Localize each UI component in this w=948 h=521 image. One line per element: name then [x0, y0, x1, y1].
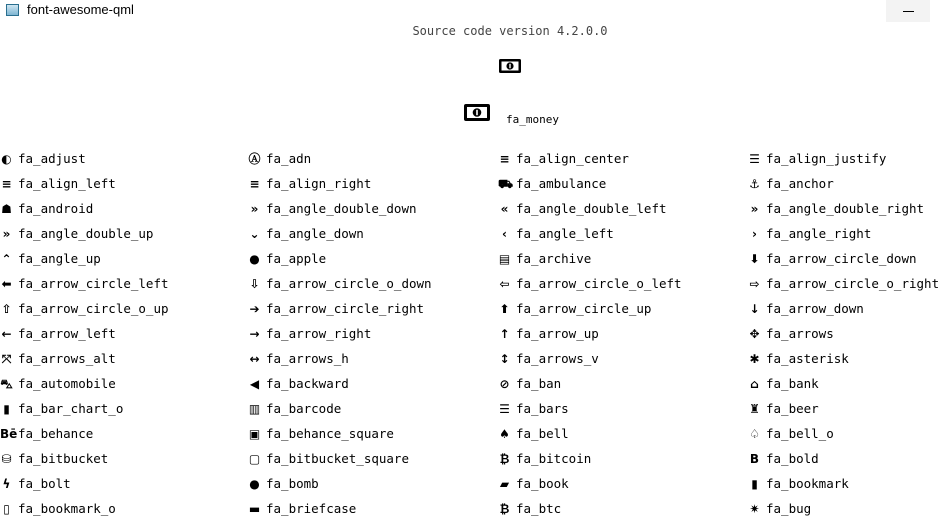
archive-icon: ▤ [498, 251, 511, 266]
icon-name-label: fa_bolt [18, 476, 71, 491]
icon-list-item [748, 421, 834, 446]
arrow-circle-up-icon: ⬆ [499, 301, 510, 316]
arrows-v-icon: ↕ [499, 351, 510, 366]
behance-square-icon: ▣ [248, 426, 261, 441]
icon-name-label: fa_behance_square [266, 426, 394, 441]
icon-name-label: fa_briefcase [266, 501, 357, 516]
icon-name-label: fa_adjust [18, 151, 86, 166]
angle-down-icon: ⌄ [249, 226, 260, 241]
icon-row [0, 471, 948, 496]
icon-name-label: fa_arrow_circle_o_left [516, 276, 682, 291]
icon-name-label: fa_arrows_alt [18, 351, 116, 366]
angle-right-icon: › [752, 226, 757, 241]
apple-icon: ● [249, 251, 260, 266]
bank-icon: ⌂ [750, 376, 759, 391]
icon-name-label: fa_bitbucket [18, 451, 109, 466]
icon-name-label: fa_book [516, 476, 569, 491]
btc-icon: ₿ [499, 501, 510, 516]
asterisk-icon: ✱ [749, 351, 760, 366]
icon-grid [0, 146, 948, 521]
bell-icon: ♠ [499, 426, 510, 441]
beer-icon: ♜ [749, 401, 760, 416]
icon-name-label: fa_bomb [266, 476, 319, 491]
icon-list-item [248, 396, 341, 421]
bitbucket-square-icon: ▢ [248, 451, 261, 466]
android-icon: ☗ [1, 201, 12, 216]
icon-name-label: fa_arrows [766, 326, 834, 341]
icon-list-item [248, 296, 424, 321]
backward-icon: ◀ [249, 376, 260, 391]
icon-list-item [248, 246, 326, 271]
anchor-icon: ⚓ [749, 176, 760, 191]
icon-list-item [748, 446, 819, 471]
icon-row [0, 421, 948, 446]
bookmark-icon: ▮ [751, 476, 758, 491]
icon-list-item [0, 496, 116, 521]
minimize-button[interactable] [886, 0, 930, 22]
arrow-down-icon: ↓ [749, 301, 760, 316]
icon-list-item [498, 146, 629, 171]
icon-row [0, 246, 948, 271]
icon-list-item [0, 371, 116, 396]
icon-list-item [498, 371, 561, 396]
bomb-icon: ● [249, 476, 260, 491]
icon-list-item [748, 321, 834, 346]
angle-double-left-icon: « [500, 201, 509, 216]
icon-name-label: fa_align_right [266, 176, 372, 191]
bug-icon: ✷ [749, 501, 760, 516]
icon-list-item [0, 246, 101, 271]
icon-name-label: fa_bell [516, 426, 569, 441]
icon-name-label: fa_arrow_up [516, 326, 599, 341]
icon-list-item [0, 196, 93, 221]
icon-list-item [498, 496, 561, 521]
icon-list-item [498, 321, 599, 346]
icon-list-item [0, 146, 86, 171]
arrow-right-icon: → [249, 326, 260, 341]
icon-list-item [0, 296, 169, 321]
icon-list-item [498, 471, 569, 496]
icon-name-label: fa_bars [516, 401, 569, 416]
icon-list-item [0, 421, 93, 446]
icon-list-item [248, 446, 409, 471]
icon-name-label: fa_align_justify [766, 151, 887, 166]
arrow-circle-o-right-icon: ⇨ [749, 276, 760, 291]
icon-list-item [748, 171, 834, 196]
arrows-icon: ✥ [749, 326, 760, 341]
icon-list-item [748, 396, 819, 421]
version-text: Source code version 4.2.0.0 [412, 24, 608, 38]
icon-list-item [498, 196, 667, 221]
bitcoin-icon: ₿ [499, 451, 510, 466]
icon-list-item [248, 421, 394, 446]
selected-icon-label: fa_money [506, 113, 559, 126]
icon-list-item [0, 346, 116, 371]
automobile-icon: ⛍ [0, 376, 13, 391]
icon-name-label: fa_barcode [266, 401, 342, 416]
icon-name-label: fa_angle_double_left [516, 201, 667, 216]
icon-list-item [0, 396, 123, 421]
icon-name-label: fa_bell_o [766, 426, 834, 441]
icon-name-label: fa_bug [766, 501, 812, 516]
icon-row [0, 446, 948, 471]
angle-double-up-icon: » [2, 226, 11, 241]
bolt-icon: ϟ [2, 476, 11, 491]
icon-name-label: fa_apple [266, 251, 327, 266]
adn-icon: Ⓐ [248, 151, 261, 166]
icon-list-item [248, 496, 356, 521]
icon-name-label: fa_align_left [18, 176, 116, 191]
icon-list-item [248, 346, 349, 371]
icon-name-label: fa_bitbucket_square [266, 451, 409, 466]
icon-name-label: fa_bank [766, 376, 819, 391]
icon-name-label: fa_bookmark_o [18, 501, 116, 516]
icon-name-label: fa_arrow_left [18, 326, 116, 341]
title-bar[interactable] [0, 0, 948, 22]
align-left-icon: ≡ [1, 176, 12, 191]
icon-list-item [0, 446, 108, 471]
arrow-circle-left-icon: ⬅ [1, 276, 12, 291]
icon-list-item [0, 171, 116, 196]
barcode-icon: ▥ [248, 401, 261, 416]
icon-name-label: fa_angle_up [18, 251, 101, 266]
icon-name-label: fa_arrow_circle_up [516, 301, 652, 316]
bell-o-icon: ♤ [749, 426, 760, 441]
icon-name-label: fa_arrow_circle_o_right [766, 276, 940, 291]
bars-icon: ☰ [499, 401, 510, 416]
icon-list-item [498, 221, 614, 246]
icon-name-label: fa_asterisk [766, 351, 849, 366]
angle-left-icon: ‹ [502, 226, 507, 241]
arrow-left-icon: ← [1, 326, 12, 341]
icon-name-label: fa_bookmark [766, 476, 849, 491]
icon-list-item [498, 421, 569, 446]
icon-name-label: fa_arrow_right [266, 326, 372, 341]
icon-list-item [0, 471, 71, 496]
icon-name-label: fa_ban [516, 376, 562, 391]
briefcase-icon: ▬ [248, 501, 261, 516]
icon-row [0, 221, 948, 246]
icon-name-label: fa_adn [266, 151, 312, 166]
icon-name-label: fa_anchor [766, 176, 834, 191]
book-icon: ▰ [499, 476, 510, 491]
icon-list-item [0, 221, 153, 246]
arrow-circle-o-left-icon: ⇦ [499, 276, 510, 291]
icon-list-item [248, 471, 319, 496]
icon-name-label: fa_beer [766, 401, 819, 416]
icon-list-item [748, 496, 811, 521]
icon-name-label: fa_behance [18, 426, 94, 441]
icon-row [0, 196, 948, 221]
icon-name-label: fa_android [18, 201, 94, 216]
icon-name-label: fa_archive [516, 251, 592, 266]
icon-name-label: fa_arrows_h [266, 351, 349, 366]
icon-name-label: fa_bar_chart_o [18, 401, 124, 416]
icon-row [0, 371, 948, 396]
arrow-circle-right-icon: ➔ [249, 301, 260, 316]
icon-list-item [248, 171, 371, 196]
icon-name-label: fa_backward [266, 376, 349, 391]
icon-name-label: fa_arrow_circle_left [18, 276, 169, 291]
align-justify-icon: ☰ [749, 151, 760, 166]
adjust-icon: ◐ [1, 151, 12, 166]
icon-name-label: fa_angle_left [516, 226, 614, 241]
icon-list-item [498, 446, 591, 471]
behance-icon: Bē [0, 426, 18, 441]
minimize-icon [903, 11, 914, 12]
icon-name-label: fa_arrow_down [766, 301, 864, 316]
icon-name-label: fa_angle_double_down [266, 201, 417, 216]
bar-chart-o-icon: ▮ [3, 401, 10, 416]
icon-row [0, 496, 948, 521]
icon-name-label: fa_bitcoin [516, 451, 592, 466]
arrows-alt-icon: ⤧ [1, 351, 12, 366]
icon-list-item [748, 471, 849, 496]
icon-name-label: fa_arrow_circle_o_up [18, 301, 169, 316]
arrow-circle-o-down-icon: ⇩ [249, 276, 260, 291]
icon-row [0, 146, 948, 171]
icon-name-label: fa_angle_right [766, 226, 872, 241]
angle-double-right-icon: » [750, 201, 759, 216]
icon-list-item [248, 221, 364, 246]
money-icon-small [498, 57, 522, 75]
icon-row [0, 271, 948, 296]
icon-list-item [748, 346, 849, 371]
arrow-circle-o-up-icon: ⇧ [1, 301, 12, 316]
icon-list-item [498, 246, 591, 271]
icon-list-item [248, 371, 349, 396]
bold-icon: B [749, 451, 760, 466]
icon-name-label: fa_automobile [18, 376, 116, 391]
align-right-icon: ≡ [249, 176, 260, 191]
icon-name-label: fa_angle_double_up [18, 226, 154, 241]
icon-name-label: fa_btc [516, 501, 562, 516]
icon-list-item [748, 196, 924, 221]
icon-name-label: fa_arrow_circle_right [266, 301, 425, 316]
icon-name-label: fa_ambulance [516, 176, 607, 191]
icon-list-item [748, 296, 864, 321]
icon-row [0, 321, 948, 346]
ambulance-icon: ⛟ [498, 176, 514, 191]
icon-row [0, 296, 948, 321]
icon-list-item [248, 146, 311, 171]
icon-row [0, 396, 948, 421]
money-icon [463, 102, 491, 123]
icon-list-item [748, 271, 939, 296]
arrow-up-icon: ↑ [499, 326, 510, 341]
icon-list-item [748, 221, 871, 246]
icon-list-item [498, 396, 569, 421]
icon-list-item [748, 146, 886, 171]
bitbucket-icon: ⛁ [1, 451, 12, 466]
icon-list-item [0, 321, 116, 346]
icon-row [0, 346, 948, 371]
icon-name-label: fa_angle_down [266, 226, 364, 241]
arrow-circle-down-icon: ⬇ [749, 251, 760, 266]
icon-name-label: fa_arrows_v [516, 351, 599, 366]
icon-name-label: fa_arrow_circle_down [766, 251, 917, 266]
icon-list-item [0, 271, 169, 296]
icon-list-item [748, 371, 819, 396]
arrows-h-icon: ↔ [249, 351, 260, 366]
angle-double-down-icon: » [250, 201, 259, 216]
icon-list-item [248, 196, 417, 221]
icon-name-label: fa_align_center [516, 151, 629, 166]
icon-row [0, 171, 948, 196]
ban-icon: ⊘ [499, 376, 510, 391]
icon-list-item [498, 346, 599, 371]
angle-up-icon: ⌃ [1, 251, 12, 266]
icon-list-item [748, 246, 917, 271]
icon-list-item [498, 296, 651, 321]
icon-name-label: fa_arrow_circle_o_down [266, 276, 432, 291]
icon-list-item [498, 171, 606, 196]
icon-list-item [248, 271, 432, 296]
app-window-icon [6, 4, 19, 16]
align-center-icon: ≡ [499, 151, 510, 166]
icon-list-item [248, 321, 371, 346]
window-title: font-awesome-qml [27, 2, 134, 17]
icon-name-label: fa_bold [766, 451, 819, 466]
bookmark-o-icon: ▯ [3, 501, 10, 516]
icon-name-label: fa_angle_double_right [766, 201, 925, 216]
icon-list-item [498, 271, 682, 296]
